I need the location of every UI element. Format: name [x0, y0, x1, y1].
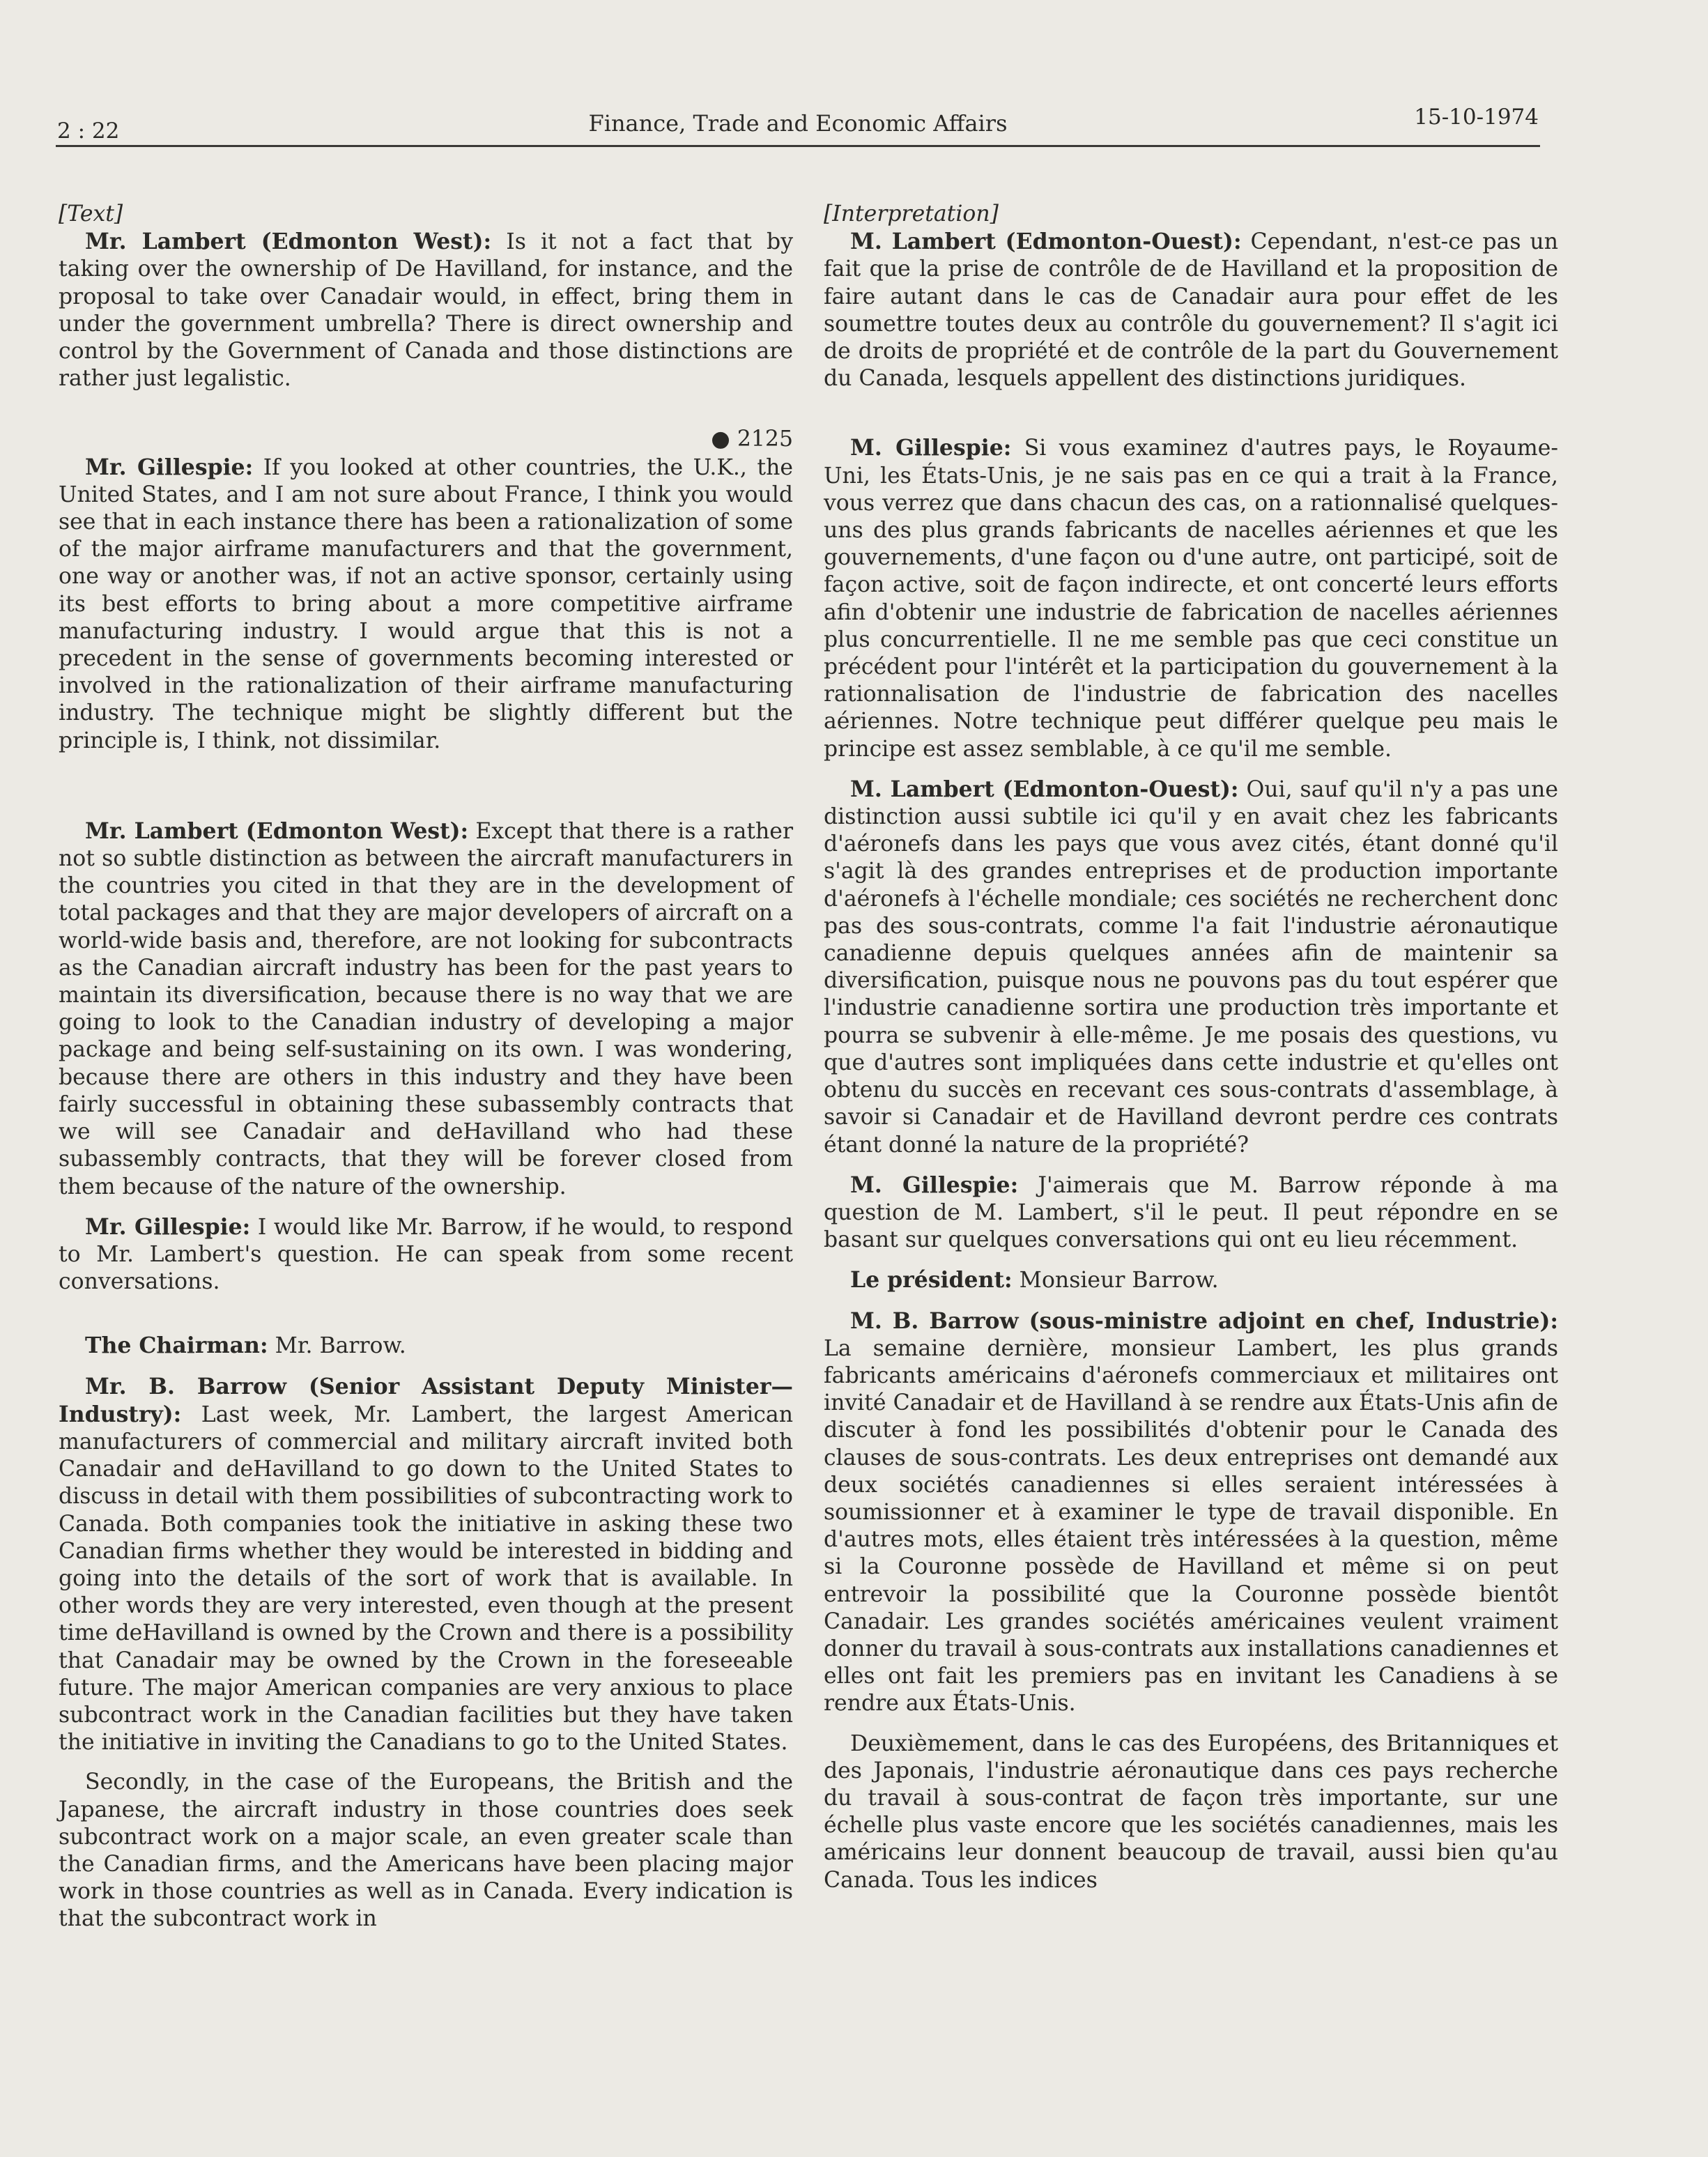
speech-text: If you looked at other countries, the U.K., the United States, and I am not sure about France, I think you would see that in each instance there has been a rationalization of some of the major airframe manufacturers and that the government, one way or another was, if not an active sponsor, certainly using its best efforts to bring about a more competitive airframe manufacturing industry. I would argue that this is not a precedent in the sense of governments becoming interested or involved in the rationalization of their airframe manufacturing industry. The technique might be slightly different but the principle is, I think, not dissimilar. — [59, 454, 793, 753]
paragraph — [59, 817, 793, 1201]
speech-text: Last week, Mr. Lambert, the largest American manufacturers of commercial and military aircraft invited both Canadair and deHavilland to go down to the United States to discuss in detail with them possibilities of subcontracting work to Canada. Both companies took the initiative in asking these two Canadian firms whether they would be interested in bidding and going into the details of the sort of work that is available. In other words they are very interested, even though at the present time deHavilland is owned by the Crown and there is a possibility that Canadair may be owned by the Crown in the foreseeable future. The major American companies are very anxious to place subcontract work in the Canadian facilities but they have taken the initiative in inviting the Canadians to go to the United States. — [59, 1402, 793, 1756]
paragraph — [59, 228, 793, 392]
paragraph — [824, 228, 1558, 392]
language-tag: [Interpretation] — [824, 201, 999, 227]
speech-text: Except that there is a rather not so subtle distinction as between the aircraft manufacturers in the countries you cited in that they are in the development of total packages and that they are major developers of aircraft on a world-wide basis and, therefore, are not looking for subcontracts as the Canadian aircraft industry has been for the past years to maintain its diversification, because there is no way that we are going to look to the Canadian industry of developing a major package and being self-sustaining on its own. I was wondering, because there are others in this industry and they have been fairly successful in obtaining these subassembly contracts that we will see Canadair and deHavilland who had these subassembly contracts, that they will be forever closed from them because of the nature of the ownership. — [59, 818, 793, 1199]
speaker-name: Mr. Lambert (Edmonton West): — [85, 229, 492, 255]
speech-text: Is it not a fact that by taking over the ownership of De Havilland, for instance, and the proposal to take over Canadair would, in effect, bring them in under the government umbrella? There is direct ownership and control by the Government of Canada and those distinctions are rather just legalistic. — [59, 229, 793, 392]
speech-text: Cependant, n'est-ce pas un fait que la prise de contrôle de de Havilland et la proposition de faire autant dans le cas de Canadair aura pour effet de les soumettre toutes deux au contrôle du gouvernement? Il s'agit ici de droits de propriété et de contrôle de la part du Gouvernement du Canada, lesquels appellent des distinctions juridiques. — [824, 229, 1558, 392]
speech-text: I would like Mr. Barrow, if he would, to respond to Mr. Lambert's question. He can speak from some recent conversations. — [59, 1214, 793, 1295]
paragraph: Secondly, in the case of the Europeans, the British and the Japanese, the aircraft industry in those countries does seek subcontract work on a major scale, an even greater scale than the Canadian firms, and the Americans have been placing major work in those countries as well as in Canada. Every indication is that the subcontract work in — [59, 1770, 793, 1932]
paragraph — [824, 1172, 1558, 1254]
paragraph — [59, 1332, 793, 1360]
speaker-name: M. Lambert (Edmonton-Ouest): — [850, 229, 1242, 255]
page-number: 2 : 22 — [57, 118, 120, 144]
speaker-name: M. Lambert (Edmonton-Ouest): — [850, 776, 1239, 802]
french-column — [824, 201, 1558, 1894]
paragraph — [59, 1373, 793, 1757]
speech-text: Mr. Barrow. — [268, 1333, 406, 1359]
english-column — [59, 201, 793, 1933]
speaker-name: M. Gillespie: — [850, 1172, 1019, 1198]
speaker-name: The Chairman: — [85, 1333, 268, 1359]
speech-text: J'aimerais que M. Barrow réponde à ma question de M. Lambert, s'il le peut. Il peut répondre en se basant sur quelques conversations qui ont eu lieu récemment. — [824, 1172, 1558, 1253]
paragraph — [824, 776, 1558, 1159]
header-date: 15-10-1974 — [1414, 105, 1539, 130]
paragraph — [59, 454, 793, 755]
paragraph: Deuxièmement, dans le cas des Européens, des Britanniques et des Japonais, l'industrie aéronautique dans ces pays recherche du travail à sous-contrat de façon très importante, sur une échelle plus vaste encore que les sociétés canadiennes, mais les américains leur donnent beaucoup de travail, aussi bien qu'au Canada. Tous les indices — [824, 1730, 1558, 1893]
paragraph — [824, 1307, 1558, 1718]
speaker-name: Mr. Lambert (Edmonton West): — [85, 817, 469, 844]
speaker-name: M. Gillespie: — [850, 435, 1012, 461]
speech-text: Si vous examinez d'autres pays, le Royaume-Uni, les États-Unis, je ne sais pas en ce qui a trait à la France, vous verrez que dans chacun des cas, on a rationnalisé quelques-uns des plus grands fabricants de nacelles aériennes et que les gouvernements, d'une façon ou d'une autre, ont participé, soit de façon active, soit de façon indirecte, et ont concerté leurs efforts afin d'obtenir une industrie de fabrication de nacelles aériennes plus concurrentielle. Il ne me semble pas que ceci constitue un précédent pour l'intérêt et la participation du gouvernement à la rationnalisation de l'industrie de fabrication des nacelles aériennes. Notre technique peut différer quelque peu mais le principe est assez semblable, à ce qu'il me semble. — [824, 436, 1558, 762]
paragraph — [824, 1266, 1558, 1294]
speaker-name: Mr. Gillespie: — [85, 454, 254, 480]
speaker-name: Le président: — [850, 1267, 1013, 1294]
time-marker: ● 2125 — [711, 427, 793, 452]
speaker-name: Mr. Gillespie: — [85, 1213, 251, 1240]
language-tag: [Text] — [59, 201, 123, 227]
speech-text: Monsieur Barrow. — [1012, 1268, 1219, 1294]
paragraph — [59, 1213, 793, 1296]
speaker-name: M. B. Barrow (sous-ministre adjoint en chef, Industrie): — [850, 1307, 1558, 1334]
speech-text: La semaine dernière, monsieur Lambert, les plus grands fabricants américains d'aéronefs commerciaux et militaires ont invité Canadair et de Havilland à se rendre aux États-Unis afin de discuter à fond les possibilités d'obtenir pour le Canada des clauses de sous-contrats. Les deux entreprises ont demandé aux deux sociétés canadiennes si elles seraient intéressées à soumissionner et à examiner le type de travail disponible. En d'autres mots, elles étaient très intéressées à la question, même si la Couronne possède de Havilland et même si on peut entrevoir la possibilité que la Couronne possède bientôt Canadair. Les grandes sociétés américaines veulent vraiment donner du travail à sous-contrats aux installations canadiennes et elles ont fait les premiers pas en invitant les Canadiens à se rendre aux États-Unis. — [824, 1335, 1558, 1717]
speaker-name: Mr. B. Barrow (Senior Assistant Deputy Minister—Industry): — [59, 1373, 793, 1427]
page-header — [56, 103, 1540, 147]
header-title: Finance, Trade and Economic Affairs — [588, 110, 1008, 137]
speech-text: Oui, sauf qu'il n'y a pas une distinction aussi subtile ici qu'il y en avait chez les fabricants d'aéronefs dans les pays que vous avez cités, étant donné qu'il s'agit là des grandes entreprises et de production importante d'aéronefs à l'échelle mondiale; ces sociétés ne recherchent donc pas des sous-contrats, comme l'a fait l'industrie aéronautique canadienne depuis quelques années afin de maintenir sa diversification, puisque nous ne pouvons pas du tout espérer que l'industrie canadienne sortira une production très importante et pourra se subvenir à elle-même. Je me posais des questions, vu que d'autres sont impliquées dans cette industrie et qu'elles ont obtenu du succès en recevant ces sous-contrats d'assemblage, à savoir si Canadair et de Havilland devront perdre ces contrats étant donné la nature de la propriété? — [824, 776, 1558, 1158]
paragraph — [824, 434, 1558, 762]
